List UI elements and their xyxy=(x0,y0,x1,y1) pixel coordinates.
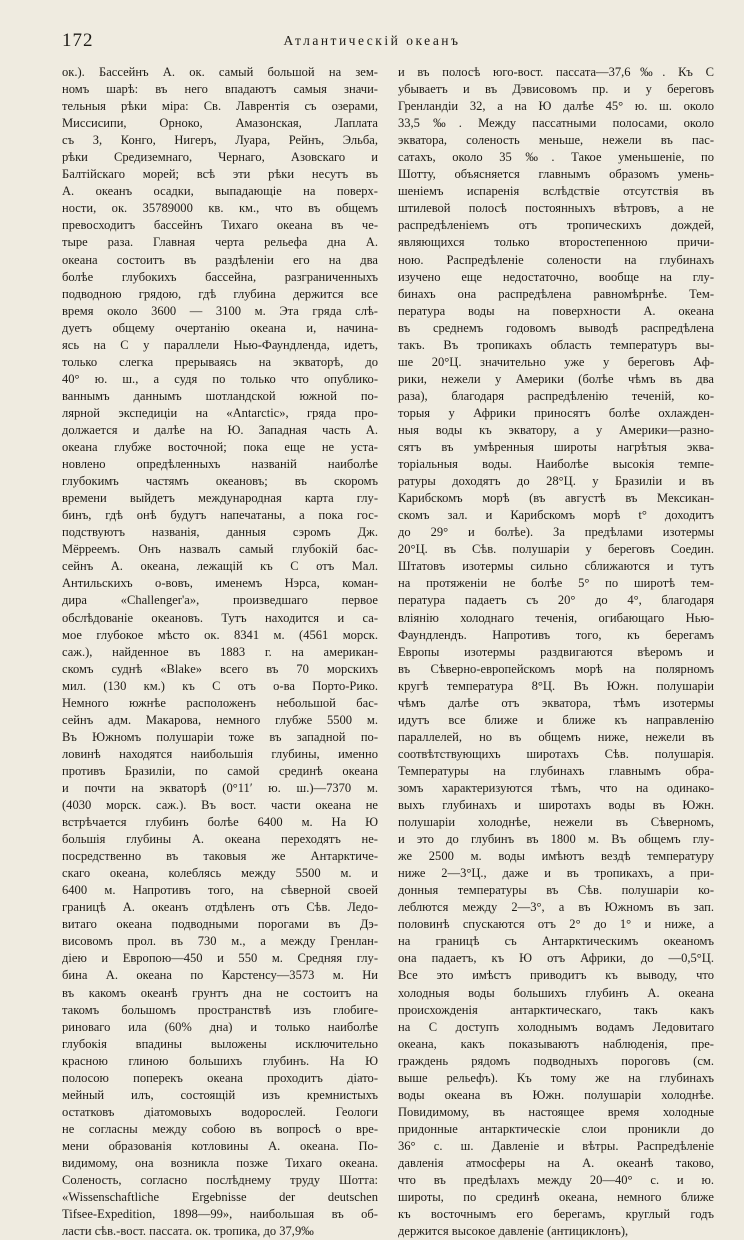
text-line: зомъ характеризуются тѣмъ, что на одинако- xyxy=(398,780,714,795)
text-line: океана глубже восточной; пока еще не уста- xyxy=(62,440,378,455)
text-line: мейный илъ, состоящій изъ кремнистыхъ xyxy=(62,1087,378,1102)
text-line: соотвѣтствующихъ широтахъ Сѣв. полушарія. xyxy=(398,746,714,761)
text-line: океана состоитъ въ раздѣленіи его на два xyxy=(62,252,378,267)
text-line: должается и далѣе на Ю. Западная часть А. xyxy=(62,422,378,437)
text-line: широты, по срединѣ океана, немного ближе xyxy=(398,1190,714,1205)
text-line: ок.). Бассейнъ А. ок. самый большой на зем- xyxy=(62,65,378,79)
text-line: пература падаетъ съ 20° до 4°, благодаря xyxy=(398,593,714,608)
text-line: «Wissenschaftliche Ergebnisse der deutschen xyxy=(62,1190,378,1205)
text-line: обслѣдованіе океановъ. Тутъ находится и са- xyxy=(62,610,378,625)
text-line: ности, ок. 35789000 кв. км., что въ общемъ xyxy=(62,201,378,216)
page-number: 172 xyxy=(62,30,94,51)
text-line: сейнъ адм. Макарова, немного глубже 5500 м. xyxy=(62,712,378,727)
text-line: параллелей, но въ общемъ ниже, нежели въ xyxy=(398,729,714,744)
text-line: времени выйдетъ международная карта глу- xyxy=(62,491,378,506)
text-line: новлено опредѣленныхъ названій наиболѣе xyxy=(62,457,378,472)
text-line: болѣе глубокихъ бассейна, разграниченныхъ xyxy=(62,269,378,284)
text-line: рѣки Средиземнаго, Чернаго, Азовскаго и xyxy=(62,150,378,165)
text-line: видимому, она возникла позже Тихаго океана. xyxy=(62,1156,378,1170)
text-line: тельныя рѣки міра: Св. Лаврентія съ озерами, xyxy=(62,99,378,114)
text-line: А. океанъ осадки, выпадающіе на поверх- xyxy=(62,184,378,199)
text-line: мени образованія котловины А. океана. По- xyxy=(62,1138,378,1153)
text-line: торіальныя воды. Наиболѣе высокія темпе- xyxy=(398,457,714,472)
text-line: до 29° и болѣе). За предѣлами изотермы xyxy=(398,525,714,540)
text-line: остатковъ діатомовыхъ водорослей. Геологи xyxy=(62,1104,378,1119)
text-line: съ З, Конго, Нигеръ, Луара, Рейнъ, Эльба, xyxy=(62,133,378,148)
right-column xyxy=(398,64,714,1240)
text-line: скомъ зал. и Карибскомъ морѣ t° доходитъ xyxy=(398,508,714,523)
text-line: чѣмъ далѣе отъ экватора, тѣмъ изотермы xyxy=(398,695,714,710)
text-line: Штатовъ изотермы сильно сближаются и тутъ xyxy=(398,559,714,574)
text-line: ше 20°Ц. значительно уже у береговъ Аф- xyxy=(398,354,714,369)
text-line: идутъ все ближе и ближе къ направленію xyxy=(398,712,714,727)
text-line: въ Сѣверно-европейскомъ морѣ на полярномъ xyxy=(398,661,714,676)
text-line: красною глиною большихъ глубинъ. На Ю xyxy=(62,1053,378,1068)
text-line: ясь на С у параллели Нью-Фаундленда, идетъ, xyxy=(62,337,378,352)
text-line: ною. Распредѣленіе солености на глубинахъ xyxy=(398,252,714,267)
text-line: такомъ большомъ пространствѣ изъ глобиге- xyxy=(62,1002,378,1017)
text-line: пература воды на поверхности А. океана xyxy=(398,303,714,318)
text-line: Европы изотермы раздвигаются вѣеромъ и xyxy=(398,644,714,659)
text-line: раза), благодаря распредѣленію теченій, ко- xyxy=(398,388,714,403)
text-line: Tifsee-Expedition, 1898—99», наибольшая въ об- xyxy=(62,1207,378,1222)
text-line: придонные антарктическіе слои проникли до xyxy=(398,1121,714,1136)
text-line: превосходитъ бассейнъ Тихаго океана въ че- xyxy=(62,218,378,233)
text-line: являющихся только второстепенною причи- xyxy=(398,235,714,250)
text-line: леблются между 2—3°, а въ Южномъ въ зап. xyxy=(398,900,714,915)
text-line: граждень рядомъ подводныхъ пороговъ (см. xyxy=(398,1053,714,1068)
text-line: Все это имѣстъ приводитъ къ выводу, что xyxy=(398,968,714,983)
text-line: Балтійскаго морей; всѣ эти рѣки несутъ въ xyxy=(62,167,378,182)
text-line: на протяженіи не болѣе 5° по широтѣ тем- xyxy=(398,576,714,591)
text-line: распредѣленіемъ отъ тропическихъ дождей, xyxy=(398,218,714,233)
text-line: сятъ въ умѣренныя широты нагрѣтыя эква- xyxy=(398,440,714,455)
text-line: что въ предѣлахъ между 20—40° с. и ю. xyxy=(398,1173,714,1188)
text-line: Немного южнѣе расположенъ небольшой бас- xyxy=(62,695,378,710)
text-line: вліянію холоднаго теченія, огибающаго Нью- xyxy=(398,610,714,625)
text-line: Карибскомъ морѣ (въ августѣ въ Мексикан- xyxy=(398,491,714,506)
text-line: воды океана въ Южн. полушаріи холоднѣе. xyxy=(398,1087,714,1102)
text-line: полушаріи холоднѣе, нежели въ Сѣверномъ, xyxy=(398,815,714,830)
text-line: Мёрреемъ. Онъ назвалъ самый глубокій бас- xyxy=(62,542,378,557)
text-line: убываетъ и въ Дэвисовомъ пр. и у береговъ xyxy=(398,82,714,97)
text-line: мое глубокое мѣсто ок. 8341 м. (4561 морск. xyxy=(62,627,378,642)
text-line: выше рельефъ). Къ тому же на глубинахъ xyxy=(398,1070,714,1085)
text-line: сатахъ, около 35‰. Такое уменьшеніе, по xyxy=(398,150,714,165)
text-line: бинахъ она распредѣлена равномѣрнѣе. Тем- xyxy=(398,286,714,301)
text-line: ныя воды къ экватору, а у Америки—разно- xyxy=(398,422,714,437)
text-line: она падаетъ, къ Ю отъ Африки, до —0,5°Ц. xyxy=(398,951,714,966)
text-line: торыя у Африки приносятъ болѣе охлажден- xyxy=(398,405,714,420)
text-line: ратуры доходятъ до 28°Ц. у Бразиліи и въ xyxy=(398,474,714,489)
text-line: тыре раза. Главная черта рельефа дна А. xyxy=(62,235,378,250)
left-column xyxy=(62,64,378,1240)
text-line: держится высокое давленіе (антициклонъ), xyxy=(398,1224,629,1239)
text-line: такъ. Въ тропикахъ область температуръ вы- xyxy=(398,337,714,352)
text-line: Фаундлендъ. Напротивъ того, къ берегамъ xyxy=(398,627,714,642)
text-line: номъ шарѣ: въ него впадаютъ самыя значи- xyxy=(62,82,378,97)
text-line: же 2500 м. воды имѣютъ вездѣ температуру xyxy=(398,849,714,864)
text-line: ваннымъ даннымъ шотландской южной по- xyxy=(62,388,378,403)
text-line: (4030 морск. саж.). Въ вост. части океана не xyxy=(62,798,378,813)
text-line: ласти сѣв.-вост. пассата. ок. тропика, до 37,9‰ xyxy=(62,1224,314,1239)
text-line: на С доступъ холоднымъ водамъ Ледовитаго xyxy=(398,1019,714,1034)
text-line: сейнъ А. океана, лежащій къ С отъ Мал. xyxy=(62,559,378,574)
text-line: на границѣ съ Антарктическимъ океаномъ xyxy=(398,934,714,949)
text-line: дуетъ общему очертанію океана и, начина- xyxy=(62,320,378,335)
text-line: время около 3600 — 3100 м. Эта гряда слѣ- xyxy=(62,303,378,318)
text-line: діею и Европою—450 и 550 м. Средняя глу- xyxy=(62,951,378,966)
text-line: шеніемъ испаренія вслѣдствіе отсутствія въ xyxy=(398,184,714,199)
text-line: дира «Challenger'а», произведшаго первое xyxy=(62,593,378,608)
text-line: штилевой полосѣ постоянныхъ вѣтровъ, а не xyxy=(398,201,714,216)
text-line: холодныя воды большихъ глубинъ А. океана xyxy=(398,985,714,1000)
text-line: скаго океана, колеблясь между 5500 м. и xyxy=(62,866,378,881)
text-line: 20°Ц. въ Сѣв. полушаріи у береговъ Соедин. xyxy=(398,542,714,557)
text-line: изучено еще недостаточно, вообще на глу- xyxy=(398,269,714,284)
text-line: глубокимъ частямъ океановъ; въ скоромъ xyxy=(62,474,378,489)
text-line: бина А. океана по Карстенсу—3573 м. Ни xyxy=(62,968,378,983)
text-line: висовомъ прол. въ 730 м., а между Гренлан- xyxy=(62,934,378,949)
text-line: половинѣ спускаются отъ 2° до 1° и ниже, а xyxy=(398,917,714,932)
text-line: глубокія впадины выложены исключительно xyxy=(62,1036,378,1051)
text-line: 6400 м. Напротивъ того, на сѣверной своей xyxy=(62,883,378,898)
text-line: въ какомъ океанѣ грунтъ дна не состоитъ на xyxy=(62,985,378,1000)
text-line: Гренландіи 32, а на Ю далѣе 45° ю. ш. около xyxy=(398,99,714,114)
text-line: полосою поперекъ океана проходитъ діато- xyxy=(62,1070,378,1085)
text-line: саж.), найденное въ 1883 г. на американ- xyxy=(62,644,378,659)
text-line: противъ Бразиліи, по самой срединѣ океана xyxy=(62,763,378,778)
text-line: ниже 2—3°Ц., даже и въ тропикахъ, а при- xyxy=(398,866,714,881)
text-line: скомъ суднѣ «Blake» всего въ 70 морскихъ xyxy=(62,661,378,676)
text-line: бинъ, гдѣ онѣ будутъ напечатаны, а пока гос- xyxy=(62,508,378,523)
text-line: посредственно въ таковыя же Антарктиче- xyxy=(62,849,378,864)
text-line: къ восточнымъ его берегамъ, круглый годъ xyxy=(398,1207,714,1222)
text-line: 40° ю. ш., а судя по только что опублико- xyxy=(62,371,378,386)
text-line: витаго океана подводными порогами въ Дэ- xyxy=(62,917,378,932)
text-line: подводною грядою, гдѣ глубина держится все xyxy=(62,286,378,301)
text-line: донныя температуры въ Сѣв. полушаріи ко- xyxy=(398,883,714,898)
text-line: Соленость, согласно послѣднему труду Шотта: xyxy=(62,1173,378,1188)
text-line: границѣ А. океанъ отдѣленъ отъ Сѣв. Ледо- xyxy=(62,900,378,915)
text-line: Температуры на глубинахъ главнымъ обра- xyxy=(398,763,714,778)
text-line: 36° с. ш. Давленіе и вѣтры. Распредѣленіе xyxy=(398,1138,714,1153)
text-line: Антильскихъ о-вовъ, именемъ Нэрса, коман- xyxy=(62,576,378,591)
text-line: встрѣчается глубинъ болѣе 6400 м. На Ю xyxy=(62,815,378,830)
text-line: выхъ глубинахъ и широтахъ воды въ Южн. xyxy=(398,798,714,813)
text-line: и почти на экваторѣ (0°11′ ю. ш.)—7370 м. xyxy=(62,780,378,795)
text-line: давленія атмосферы на А. океанѣ таково, xyxy=(398,1156,714,1170)
text-line: мил. (130 км.) къ С отъ о-ва Порто-Рико. xyxy=(62,678,378,693)
text-line: большія глубины А. океана переходятъ не- xyxy=(62,832,378,847)
text-line: Шотту, объясняется главнымъ образомъ умень- xyxy=(398,167,714,182)
text-line: не согласны между собою въ вопросѣ о вре- xyxy=(62,1121,378,1136)
text-line: и это до глубинъ въ 1800 м. Въ общемъ глу- xyxy=(398,832,714,847)
text-line: Въ Южномъ полушаріи тоже въ западной по- xyxy=(62,729,378,744)
text-line: ловинѣ находятся наибольшія глубины, именно xyxy=(62,746,378,761)
text-line: рики, нежели у Америки (болѣе чѣмъ въ два xyxy=(398,371,714,386)
text-line: 33,5‰. Между пассатными полосами, около xyxy=(398,116,714,131)
text-line: и въ полосѣ юго-вост. пассата—37,6‰. Къ С xyxy=(398,65,714,79)
text-line: Миссисипи, Орноко, Амазонская, Лаплата xyxy=(62,116,378,131)
running-head: Атлантическій океанъ xyxy=(283,33,461,48)
text-line: въ среднемъ годовомъ выводѣ распредѣлена xyxy=(398,320,714,335)
text-line: кругѣ температура 8°Ц. Въ Южн. полушаріи xyxy=(398,678,714,693)
text-line: только слегка прерываясь на экваторѣ, до xyxy=(62,354,378,369)
text-line: происхожденія антарктическаго, такъ какъ xyxy=(398,1002,714,1017)
text-line: экватора, соленость меньше, нежели въ пас- xyxy=(398,133,714,148)
text-line: Повидимому, въ настоящее время холодные xyxy=(398,1104,714,1119)
text-line: подствуютъ названія, данныя сэромъ Дж. xyxy=(62,525,378,540)
text-line: лярной экспедиціи на «Antarctic», гряда про- xyxy=(62,405,378,420)
text-line: океана, какъ показываютъ наблюденія, пре- xyxy=(398,1036,714,1051)
text-line: риноваго ила (60% дна) и только наиболѣе xyxy=(62,1019,378,1034)
